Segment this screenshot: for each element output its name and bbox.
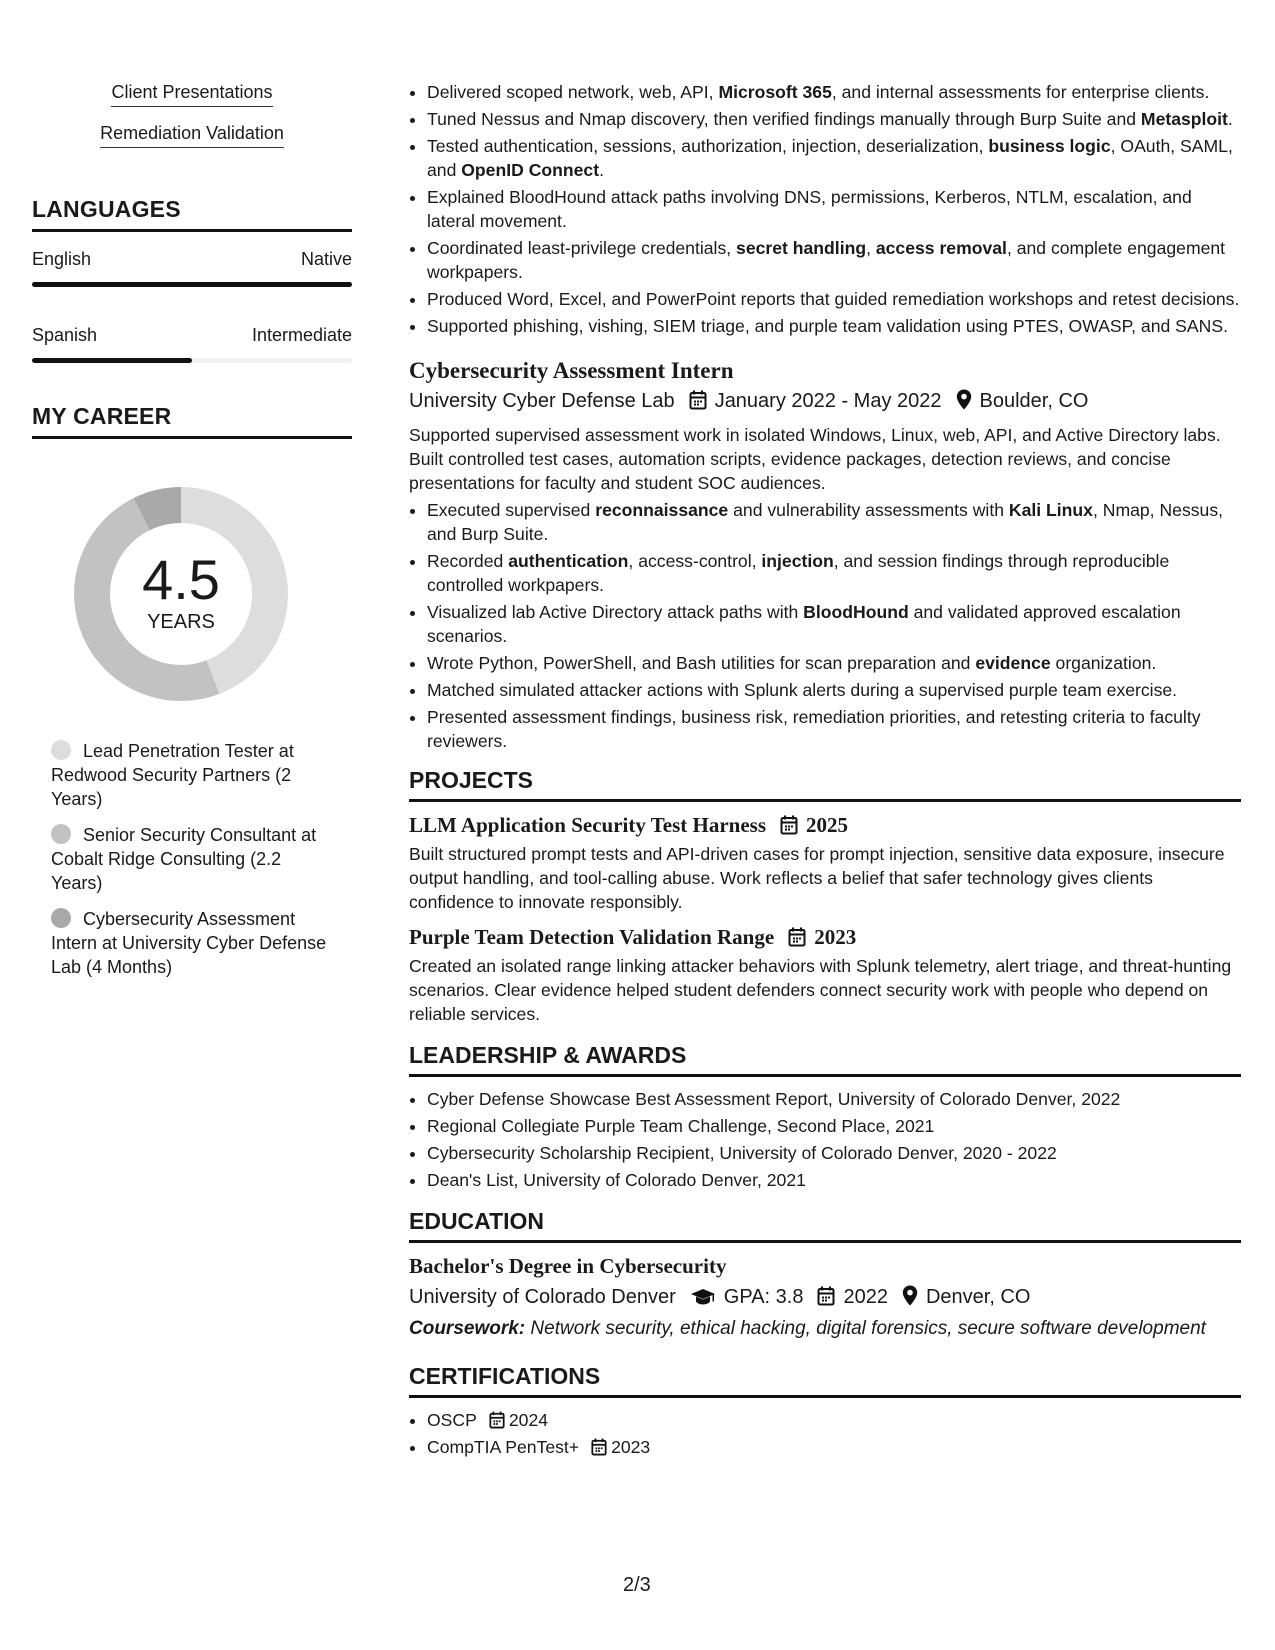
graduation-year: 2022 <box>843 1285 888 1308</box>
projects-heading: PROJECTS <box>409 767 1241 802</box>
experience-bullet: • Tested authentication, sessions, authorization, injection, deserialization, business logic, OAuth, SAML, and OpenID Connect. <box>427 134 1241 182</box>
coursework-label: Coursework: <box>409 1318 526 1339</box>
coursework <box>409 1317 1241 1341</box>
career-entry-text: Cybersecurity Assessment Intern at University Cyber Defense Lab (4 Months) <box>51 909 327 977</box>
job-bullet: • Wrote Python, PowerShell, and Bash utilities for scan preparation and evidence organization. <box>427 651 1241 675</box>
job-meta <box>409 389 1241 413</box>
project-title <box>409 813 1241 838</box>
certification-item <box>427 1435 1241 1459</box>
calendar-icon <box>591 1435 607 1459</box>
award-item: • Dean's List, University of Colorado Denver, 2021 <box>427 1168 1241 1192</box>
experience-bullets <box>409 80 1241 338</box>
legend-dot-icon <box>51 740 71 760</box>
calendar-icon <box>489 1408 505 1432</box>
education-meta <box>409 1285 1241 1309</box>
job-bullets <box>409 498 1241 753</box>
certification-year: 2024 <box>508 1410 549 1430</box>
job-summary: Supported supervised assessment work in isolated Windows, Linux, web, API, and Active Directory labs. Built controlled test cases, automation scripts, evidence packages, detection reviews, and concise presentations for faculty and student SOC audiences. <box>409 425 1221 493</box>
project-title <box>409 925 1241 950</box>
job-bullet: • Presented assessment findings, business risk, remediation priorities, and retesting criteria to faculty reviewers. <box>427 705 1241 753</box>
gpa: GPA: 3.8 <box>723 1285 804 1308</box>
main-content <box>409 80 1241 1462</box>
experience-bullet: • Supported phishing, vishing, SIEM triage, and purple team validation using PTES, OWASP, and SANS. <box>427 314 1241 338</box>
career-entry <box>51 739 331 811</box>
language-name: Spanish <box>32 325 98 345</box>
career-heading: MY CAREER <box>32 403 352 439</box>
project-description: Built structured prompt tests and API-driven cases for prompt injection, sensitive data exposure, insecure output handling, and tool-calling abuse. Work reflects a belief that safer technology gives clients confidence to innovate responsibly. <box>409 844 1225 912</box>
certification-name: • CompTIA PenTest+ <box>427 1437 580 1457</box>
calendar-icon <box>788 925 806 950</box>
skill-client-presentations: Client Presentations <box>111 82 272 107</box>
project-name: LLM Application Security Test Harness <box>409 813 767 837</box>
school-name: University of Colorado Denver <box>409 1285 676 1308</box>
certifications-list <box>409 1408 1241 1459</box>
job-bullet: • Visualized lab Active Directory attack paths with BloodHound and validated approved escalation scenarios. <box>427 600 1241 648</box>
career-years-label: YEARS <box>147 611 215 633</box>
language-bar-english <box>32 282 352 287</box>
legend-dot-icon <box>51 824 71 844</box>
language-spanish <box>32 325 352 346</box>
experience-bullet: • Tuned Nessus and Nmap discovery, then verified findings manually through Burp Suite and Metasploit. <box>427 107 1241 131</box>
project-description: Created an isolated range linking attacker behaviors with Splunk telemetry, alert triage, and threat-hunting scenarios. Clear evidence helped student defenders connect security work with people who depend on reliable services. <box>409 956 1232 1024</box>
career-entry-text: Lead Penetration Tester at Redwood Security Partners (2 Years) <box>51 741 294 809</box>
language-bar-spanish <box>32 358 352 363</box>
career-entry <box>51 823 331 895</box>
language-bar-fill <box>32 282 352 287</box>
career-entry <box>51 907 331 979</box>
job-bullet: • Executed supervised reconnaissance and vulnerability assessments with Kali Linux, Nmap, Nessus, and Burp Suite. <box>427 498 1241 546</box>
certifications-heading: CERTIFICATIONS <box>409 1363 1241 1398</box>
calendar-icon <box>780 813 798 838</box>
calendar-icon <box>689 390 707 413</box>
career-legend <box>51 739 331 979</box>
leadership-heading: LEADERSHIP & AWARDS <box>409 1042 1241 1077</box>
career-years-total: 4.5 <box>142 548 220 611</box>
donut-segment <box>142 505 181 514</box>
school-location: Denver, CO <box>925 1285 1031 1308</box>
education-heading: EDUCATION <box>409 1208 1241 1243</box>
certification-year: 2023 <box>611 1437 651 1457</box>
project-name: Purple Team Detection Validation Range <box>409 925 775 949</box>
job-title: Cybersecurity Assessment Intern <box>409 358 734 383</box>
graduation-cap-icon <box>690 1286 716 1309</box>
experience-bullet: • Coordinated least-privilege credentials, secret handling, access removal, and complete engagement workpapers. <box>427 236 1241 284</box>
job-bullet: • Matched simulated attacker actions with Splunk alerts during a supervised purple team exercise. <box>427 678 1241 702</box>
coursework-text: Network security, ethical hacking, digital forensics, secure software development <box>530 1318 1206 1339</box>
language-english <box>32 249 352 270</box>
leadership-list <box>409 1087 1241 1192</box>
project-year: 2025 <box>806 813 849 837</box>
job-dates: January 2022 - May 2022 <box>714 389 942 412</box>
location-pin-icon <box>956 389 972 413</box>
certification-item <box>427 1408 1241 1432</box>
legend-dot-icon <box>51 908 71 928</box>
project-year: 2023 <box>814 925 857 949</box>
job-org: University Cyber Defense Lab <box>409 389 675 412</box>
skill-remediation-validation: Remediation Validation <box>100 123 284 148</box>
languages-heading: LANGUAGES <box>32 196 352 232</box>
career-donut-chart <box>66 479 296 709</box>
calendar-icon <box>817 1286 835 1309</box>
degree-title: Bachelor's Degree in Cybersecurity <box>409 1254 727 1278</box>
award-item: • Cyber Defense Showcase Best Assessment Report, University of Colorado Denver, 2022 <box>427 1087 1241 1111</box>
job-bullet: • Recorded authentication, access-control, injection, and session findings through reproducible controlled workpapers. <box>427 549 1241 597</box>
career-section <box>32 403 352 979</box>
experience-bullet: • Explained BloodHound attack paths involving DNS, permissions, Kerberos, NTLM, escalation, and lateral movement. <box>427 185 1241 233</box>
experience-bullet: • Delivered scoped network, web, API, Microsoft 365, and internal assessments for enterprise clients. <box>427 80 1241 104</box>
certification-name: • OSCP <box>427 1410 477 1430</box>
experience-bullet: • Produced Word, Excel, and PowerPoint reports that guided remediation workshops and retest decisions. <box>427 287 1241 311</box>
job-location: Boulder, CO <box>979 389 1089 412</box>
language-level: Native <box>300 249 352 269</box>
language-bar-fill <box>32 358 192 363</box>
location-pin-icon <box>902 1285 918 1309</box>
award-item: • Cybersecurity Scholarship Recipient, University of Colorado Denver, 2020 - 2022 <box>427 1141 1241 1165</box>
page-number: 2/3 <box>623 1574 651 1596</box>
sidebar <box>32 82 352 991</box>
career-entry-text: Senior Security Consultant at Cobalt Ridge Consulting (2.2 Years) <box>51 825 317 893</box>
languages-section <box>32 196 352 363</box>
award-item: • Regional Collegiate Purple Team Challenge, Second Place, 2021 <box>427 1114 1241 1138</box>
language-name: English <box>32 249 92 269</box>
language-level: Intermediate <box>251 325 352 345</box>
